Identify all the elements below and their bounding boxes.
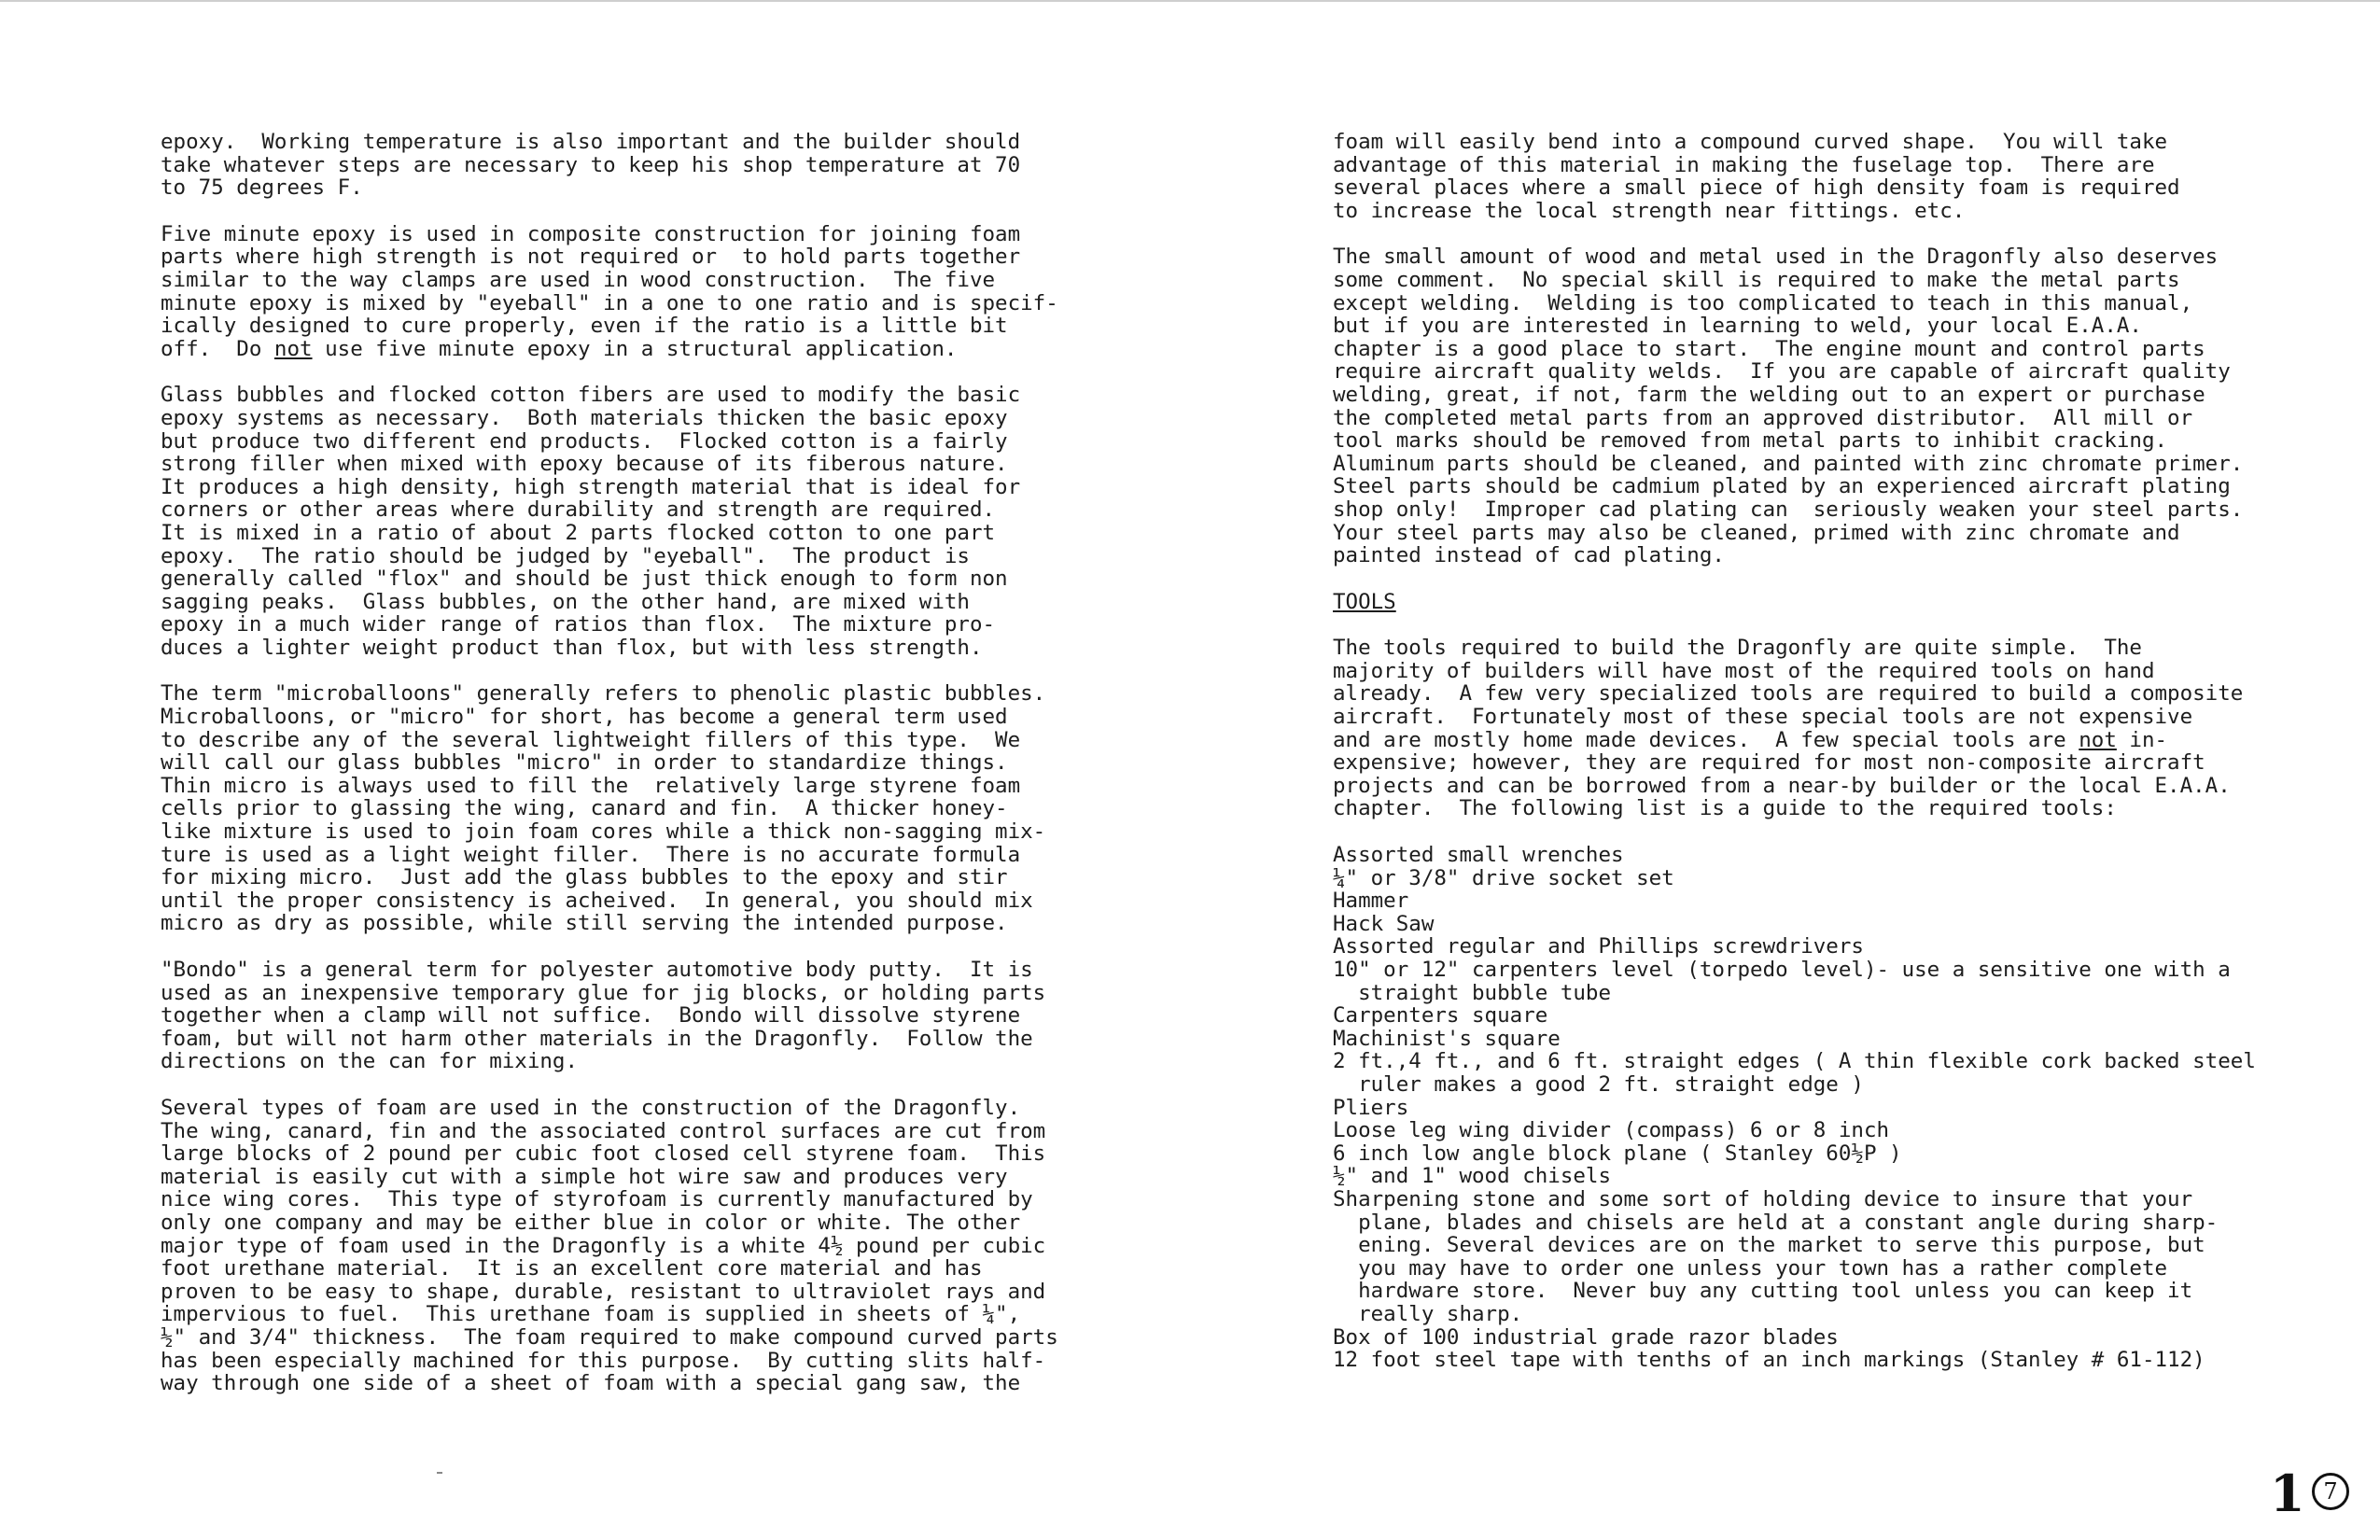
underlined-not: not [273,336,313,361]
paragraph-text: in- expensive; however, they are required for most non-composite aircraft projects and can be borrowed from a near-by builder or the local E.A.A. chapter. The following list is a guide to the required tools: [1333,727,2231,821]
right-column [1333,131,2369,1372]
tool-item: Box of 100 industrial grade razor blades [1333,1324,1839,1350]
paragraph-wood-and-metal: The small amount of wood and metal used in the Dragonfly also deserves some comment. No special skill is required to make the metal parts except welding. Welding is too complicated to teach in this manual, but if you are interested in learning to weld, your local E.A.A. chapter is a good place to start. The engine mount and control parts require aircraft quality welds. If you are capable of aircraft quality welding, great, if not, farm the welding out to an expert or purchase the completed metal parts from an approved distributor. All mill or tool marks should be removed from metal parts to inhibit cracking. Aluminum parts should be cleaned, and painted with zinc chromate primer. Steel parts should be cadmium plated by an experienced aircraft plating shop only! Improper cad plating can seriously weaken your steel parts. Your steel parts may also be cleaned, primed with zinc chromate and painted instead of cad plating. [1333,245,2244,568]
paragraph-compound-curve: foam will easily bend into a compound curved shape. You will take advantage of this material in making the fuselage top. There are several places where a small piece of high density foam is required to increase the local strength near fittings. etc. [1333,130,2180,223]
tool-item: 6 inch low angle block plane ( Stanley 60½P ) [1333,1141,1902,1166]
tool-item: 2 ft.,4 ft., and 6 ft. straight edges ( A thin flexible cork backed steel ruler makes a good 2 ft. straight edge ) [1333,1049,2256,1097]
paragraph-text: Five minute epoxy is used in composite construction for joining foam parts where high strength is not required or to hold parts together similar to the way clamps are used in wood construction. The five minute epoxy is mixed by "eyeball" in a one to one ratio and is specif- ically designed to cure properly, even if the ratio is a little bit off. Do [161,221,1058,361]
tool-item: ¼" or 3/8" drive socket set [1333,865,1674,890]
underlined-not: not [2079,727,2117,752]
tools-list [1333,844,2369,1372]
paragraph-text: The tools required to build the Dragonfly are quite simple. The majority of builders will have most of the required tools on hand already. A few very specialized tools are required to build a composite aircraft. Fortunately most of these special tools are not expensive and are mostly home made devices. A few special tools are [1333,636,2244,752]
paragraph-microballoons: The term "microballoons" generally refers to phenolic plastic bubbles. Microballoons, or "micro" for short, has become a general term used to describe any of the several lightweight fillers of this type. We will call our glass bubbles "micro" in order to standardize things. Thin micro is always used to fill the relatively large styrene foam cells prior to glassing the wing, canard and fin. A thicker honey- like mixture is used to join foam cores while a thick non-sagging mix- ture is used as a light weight filler. There is no accurate formula for mixing micro. Just add the glass bubbles to the epoxy and stir until the proper consistency is acheived. In general, you should mix micro as dry as possible, while still serving the intended purpose. [161,681,1046,936]
tool-item: ½" and 1" wood chisels [1333,1164,1612,1189]
tool-item: Sharpening stone and some sort of holding device to insure that your plane, blades and chisels are held at a constant angle during sharp- ening. Several devices are on the market to serve this purpose, but you may have to order one unless your town has a rather complete hardware store. Never buy any cutting tool unless you can keep it really sharp. [1333,1186,2219,1326]
paragraph-foam-types: Several types of foam are used in the construction of the Dragonfly. The wing, canard, fin and the associated control surfaces are cut from large blocks of 2 pound per cubic foot closed cell styrene foam. This material is easily cut with a simple hot wire saw and produces very nice wing cores. This type of styrofoam is currently manufactured by only one company and may be either blue in color or white. The other major type of foam used in the Dragonfly is a white 4½ pound per cubic foot urethane material. It is an excellent core material and has proven to be easy to shape, durable, resistant to ultraviolet rays and impervious to fuel. This urethane foam is supplied in sheets of ¼", ½" and 3/4" thickness. The foam required to make compound curved parts has been especially machined for this purpose. By cutting slits half- way through one side of a sheet of foam with a special gang saw, the [161,1095,1058,1396]
top-scan-edge [0,0,2380,2]
paragraph-text: use five minute epoxy in a structural application. [312,336,958,361]
page-number: 1 [2270,1463,2305,1523]
tool-item: 12 foot steel tape with tenths of an inch markings (Stanley # 61-112) [1333,1348,2205,1373]
tool-item: Loose leg wing divider (compass) 6 or 8 inch [1333,1118,1890,1143]
tool-item: Assorted regular and Phillips screwdrivers [1333,934,1864,959]
paragraph-glass-bubbles-flox: Glass bubbles and flocked cotton fibers are used to modify the basic epoxy systems as necessary. Both materials thicken the basic epoxy but produce two different end products. Flocked cotton is a fairly strong filler when mixed with epoxy because of its fiberous nature. It produces a high density, high strength material that is ideal for corners or other areas where durability and strength are required. It is mixed in a ratio of about 2 parts flocked cotton to one part epoxy. The ratio should be judged by "eyeball". The product is generally called "flox" and should be just thick enough to form non sagging peaks. Glass bubbles, on the other hand, are mixed with epoxy in a much wider range of ratios than flox. The mixture pro- duces a lighter weight product than flox, but with less strength. [161,383,1021,660]
paragraph-tools-intro [1333,637,2369,820]
tool-item: Assorted small wrenches [1333,843,1624,868]
left-column [161,131,1178,1419]
paragraph-working-temperature: epoxy. Working temperature is also important and the builder should take whatever steps are necessary to keep his shop temperature at 70 to 75 degrees F. [161,130,1021,201]
scan-speck [437,1472,442,1474]
circled-page-number: 7 [2312,1473,2349,1510]
tool-item: Pliers [1333,1095,1409,1120]
tool-item: Carpenters square [1333,1003,1548,1029]
tool-item: 10" or 12" carpenters level (torpedo level)- use a sensitive one with a straight bubble tube [1333,958,2231,1005]
paragraph-five-minute-epoxy [161,223,1178,361]
tool-item: Machinist's square [1333,1026,1561,1051]
tool-item: Hammer [1333,889,1409,914]
paragraph-bondo: "Bondo" is a general term for polyester automotive body putty. It is used as an inexpensive temporary glue for jig blocks, or holding parts together when a clamp will not suffice. Bondo will dissolve styrene foam, but will not harm other materials in the Dragonfly. Follow the directions on the can for mixing. [161,958,1046,1074]
section-heading-tools: TOOLS [1333,589,1396,614]
tool-item: Hack Saw [1333,911,1435,936]
